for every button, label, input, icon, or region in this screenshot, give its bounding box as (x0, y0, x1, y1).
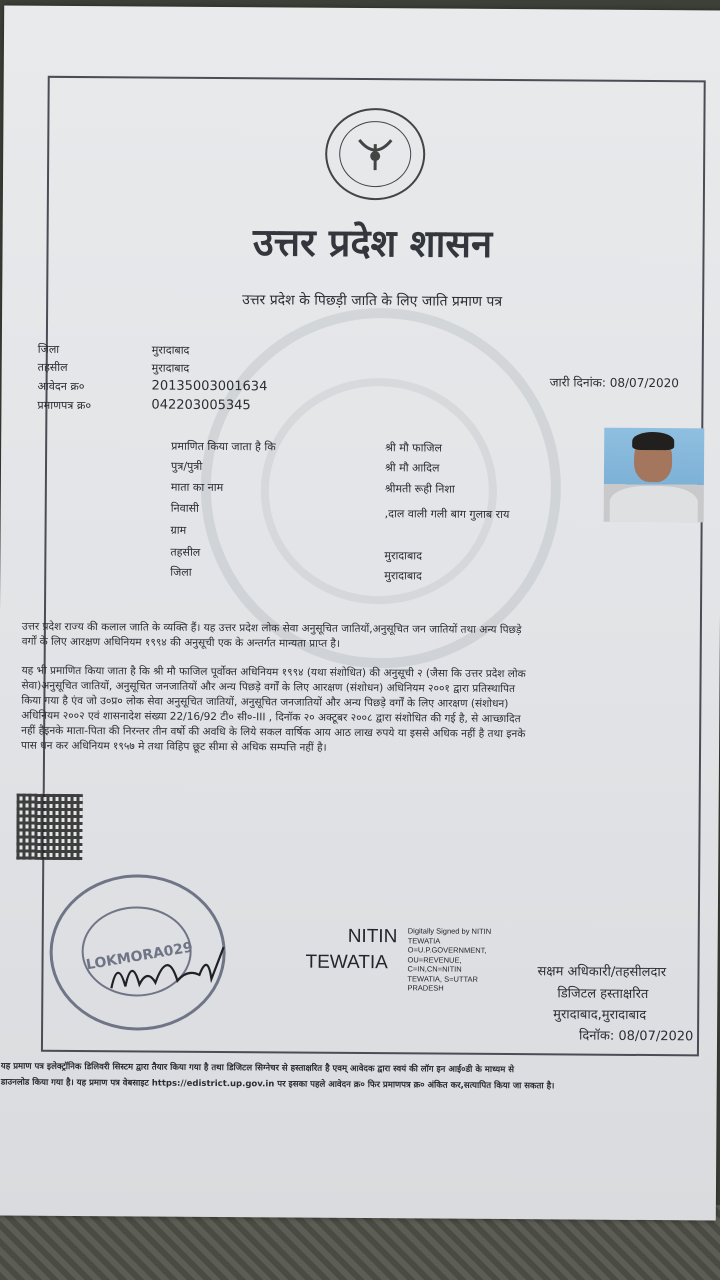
issue-date: जारी दिनांक: 08/07/2020 (549, 375, 680, 391)
application-number: 20135003001634 (151, 378, 268, 395)
digital-signature-line: C=IN,CN=NITIN (407, 964, 462, 974)
digital-signature-line: TEWATIA (407, 935, 441, 946)
father-name: श्री मौ आदिल (384, 461, 440, 475)
certification-paragraph-line: पास धन कर अधिनियम १९५७ मे तथा विहिप छूट सीमा से अधिक सम्पत्ति नहीं है। (21, 739, 327, 754)
application-label: आवेदन क्र० (37, 379, 85, 394)
state-emblem-icon (325, 108, 426, 201)
digital-signature-line: PRADESH (407, 983, 444, 993)
certification-paragraph (21, 664, 712, 759)
digital-signature-line: O=U.P.GOVERNMENT, (407, 945, 487, 955)
digital-signature-details (407, 926, 517, 993)
resident-label: निवासी (170, 501, 199, 515)
certificate-label: प्रमाणपत्र क्र० (37, 398, 92, 413)
detail-tehsil-label: तहसील (170, 545, 201, 559)
detail-district-value: मुरादाबाद (384, 569, 422, 583)
tehsil-value: मुरादाबाद (151, 361, 190, 375)
footer-note-line-1: यह प्रमाण पत्र इलेक्ट्रॉनिक डिलिवरी सिस्टम द्वारा तैयार किया गया है तथा डिजिटल सिग्नेचर से हस्ताक्षरित है एवम् आवेदक द्वारा स्वयं की लॉग इन आई०डी के माध्यम से (0, 1061, 515, 1076)
signer-first-name: NITIN (347, 925, 398, 948)
certification-paragraph-line: सेवा)अनुसूचित जातियों, अनुसूचित जनजातियों और अन्य पिछड़े वर्गों के लिए आरक्षण (संशोधन) अधिनियम २००१ द्वारा प्रतिस्थापित (21, 679, 516, 696)
stamp-code: LOKMORA029 (85, 939, 195, 974)
certificate-page (0, 6, 720, 1221)
mother-name: श्रीमती रूही निशा (384, 482, 455, 496)
certification-paragraph-line: यह भी प्रमाणित किया जाता है कि श्री मौ फाजिल पूर्वोक्त अधिनियम १९९४ (यथा संशोधित) की अनुसूची २ (जैसा कि उत्तर प्रदेश लोक (21, 664, 526, 681)
certificate-number: 042203005345 (151, 397, 251, 414)
tehsil-label: तहसील (37, 360, 68, 374)
digital-signature-line: TEWATIA, S=UTTAR (407, 973, 478, 984)
caste-paragraph-line: उत्तर प्रदेश राज्य की कलाल जाति के व्यक्ति हैं। यह उत्तर प्रदेश लोक सेवा अनुसूचित जातियों,अनुसूचित जन जातियों तथा अन्य पिछड़े (21, 620, 522, 637)
certify-label: प्रमाणित किया जाता है कि (171, 439, 276, 454)
caste-paragraph (22, 620, 712, 655)
page-title: उत्तर प्रदेश शासन (252, 219, 493, 266)
applicant-photo (604, 428, 705, 523)
ward-label: पुत्र/पुत्री (170, 459, 203, 473)
digital-signed-label: डिजिटल हस्ताक्षरित (557, 986, 649, 1003)
mother-label: माता का नाम (170, 480, 224, 495)
officer-location: मुरादाबाद,मुरादाबाद (553, 1007, 647, 1024)
certification-paragraph-line: अधिनियम २००२ एवं शासनादेश संख्या 22/16/92 टी० सी०-III , दिनॉक २० अक्टूबर २००८ द्वारा संशोधित की गई है, से आच्छादित (21, 709, 521, 726)
footer-note-line-2: डाउनलोड किया गया है। यह प्रमाण पत्र वेबसाइट https://edistrict.up.gov.in पर इसका पहले आवेदन क्र० फिर प्रमाणपत्र क्र० अंकित कर,सत्यापित किया जा सकता है। (0, 1077, 555, 1092)
watermark-emblem-inner (260, 377, 498, 605)
officer-title: सक्षम अधिकारी/तहसीलदार (537, 964, 667, 981)
caste-paragraph-line: वर्गों के लिए आरक्षण अधिनियम १९९४ की अनुसूची एक के अन्तर्गत मान्यता प्राप्त है। (21, 635, 341, 650)
digital-signature-line: Digitally Signed by NITIN (407, 926, 492, 936)
signer-last-name: TEWATIA (305, 951, 388, 974)
certification-paragraph-line: किया गया है एंव जो उ०प्र० लोक सेवा अनुसूचित जातियों, अनुसूचित जनजातियों और अन्य पिछड़े वर्गों के लिए आरक्षण (संशोधन) (21, 694, 509, 711)
resident-address: ,दाल वाली गली बाग गुलाब राय (384, 507, 510, 522)
certification-paragraph-line: नहीं हैइनके माता-पिता की निरन्तर तीन वर्षो की अवधि के लिये सकल वार्षिक आय आठ लाख रुपये या इससे अधिक नहीं है तथा इनके (21, 724, 526, 741)
village-label: ग्राम (170, 523, 187, 537)
detail-district-label: जिला (170, 565, 192, 579)
handwritten-signature (107, 938, 227, 999)
digital-signature-line: OU=REVENUE, (407, 954, 462, 965)
qr-code-icon[interactable] (16, 794, 82, 860)
applicant-name: श्री मौ फाजिल (385, 441, 443, 455)
certificate-subtitle: उत्तर प्रदेश के पिछड़ी जाति के लिए जाति प्रमाण पत्र (242, 292, 503, 310)
district-label: जिला (37, 342, 60, 356)
signature-date: दिनॉक: 08/07/2020 (578, 1028, 694, 1045)
district-value: मुरादाबाद (151, 343, 190, 357)
detail-tehsil-value: मुरादाबाद (384, 549, 423, 563)
